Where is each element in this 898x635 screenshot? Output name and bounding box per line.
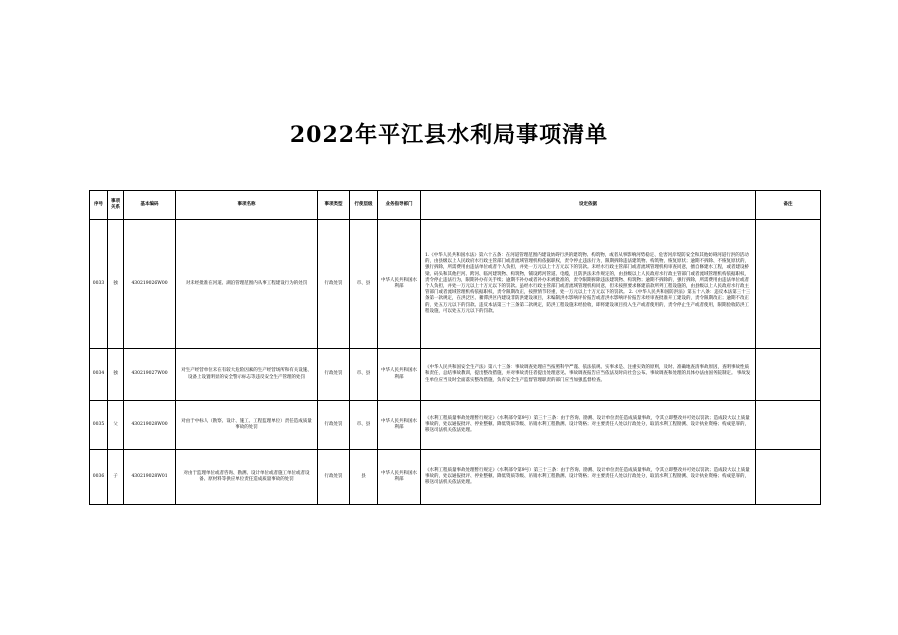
cell-dept: 中华人民共和国水利部 <box>378 220 421 349</box>
cell-relation: 父 <box>108 401 124 450</box>
cell-seq: 0036 <box>90 450 108 505</box>
cell-basis: 《水利工程质量事故处理暂行规定》（水利部令第9号）第三十三条：由于咨询、勘测、设计单位责任造成质量事故，令其立即整改并可处以罚款；造成较大以上质量事故的，处以通报批评、停业整顿、降低资质等级、吊销水利工程勘测、设计资格；对主要责任人处以行政处分，取消水利工程勘测、设计执业资格；构成犯罪的，移送司法机关依法处理。 <box>421 401 756 450</box>
cell-seq: 0035 <box>90 401 108 450</box>
cell-relation: 子 <box>108 450 124 505</box>
cell-note <box>756 401 821 450</box>
cell-code: 430219028W01 <box>124 450 176 505</box>
cell-type: 行政处罚 <box>318 349 350 401</box>
cell-name: 对生产经营单位未在有较大危险因素的生产经营场所和有关设施、设备上设置明显的安全警示标志等违反安全生产管理的处罚 <box>176 349 318 401</box>
header-level: 行使层级 <box>350 191 378 220</box>
cell-relation: 独 <box>108 220 124 349</box>
table-row <box>90 220 821 349</box>
cell-level: 市、县 <box>350 401 378 450</box>
cell-type: 行政处罚 <box>318 220 350 349</box>
cell-level: 市、县 <box>350 349 378 401</box>
cell-note <box>756 450 821 505</box>
cell-dept: 中华人民共和国水利部 <box>378 349 421 401</box>
header-name: 事项名称 <box>176 191 318 220</box>
cell-note <box>756 349 821 401</box>
header-note: 备注 <box>756 191 821 220</box>
header-dept: 业务指导部门 <box>378 191 421 220</box>
page-title: 2022年平江县水利局事项清单 <box>289 122 609 148</box>
cell-code: 430219027W00 <box>124 349 176 401</box>
cell-seq: 0033 <box>90 220 108 349</box>
table-row <box>90 401 821 450</box>
table-header-row <box>90 191 821 220</box>
cell-seq: 0034 <box>90 349 108 401</box>
header-relation: 事项关系 <box>108 191 124 220</box>
cell-dept: 中华人民共和国水利部 <box>378 450 421 505</box>
cell-name: 对未经批准在河道、湖泊管理范围内从事工程建设行为的处罚 <box>176 220 318 349</box>
cell-level: 县 <box>350 450 378 505</box>
table-row <box>90 450 821 505</box>
cell-type: 行政处罚 <box>318 450 350 505</box>
cell-basis: 《水利工程质量事故处理暂行规定》（水利部令第9号）第三十三条：由于咨询、勘测、设计单位责任造成质量事故，令其立即整改并可处以罚款；造成较大以上质量事故的，处以通报批评、停业整顿、降低资质等级、吊销水利工程勘测、设计资格；对主要责任人处以行政处分，取消水利工程勘测、设计执业资格；构成犯罪的，移送司法机关依法处理。 <box>421 450 756 505</box>
cell-name: 对由于监理单位或者咨询、勘测、设计单位或者施工单位或者设备、原材料等供应单位责任造成质量事故的处罚 <box>176 450 318 505</box>
item-list-table <box>89 190 821 505</box>
cell-type: 行政处罚 <box>318 401 350 450</box>
cell-basis: 《中华人民共和国安全生产法》第八十三条：事故调查处理应当按照科学严谨、依法依规、实事求是、注重实效的原则，及时、准确地查清事故原因，查明事故性质和责任，总结事故教训，提出整改措施，并对事故责任者提出处理意见。事故调查报告应当依法及时向社会公布。事故调查和处理的具体办法由国务院制定。 事故发生单位应当及时全面落实整改措施，负有安全生产监督管理职责的部门应当加强监督检查。 <box>421 349 756 401</box>
cell-name: 对由于中标人（勘察、设计、施工、工程监理单位）责任造成质量事故的处罚 <box>176 401 318 450</box>
cell-level: 市、县 <box>350 220 378 349</box>
header-code: 基本编码 <box>124 191 176 220</box>
cell-note <box>756 220 821 349</box>
header-type: 事项类型 <box>318 191 350 220</box>
cell-code: 430219028W00 <box>124 401 176 450</box>
header-basis: 设定依据 <box>421 191 756 220</box>
cell-dept: 中华人民共和国水利部 <box>378 401 421 450</box>
header-seq: 序号 <box>90 191 108 220</box>
cell-basis: 1.《中华人民共和国水法》第六十五条：在河道管理范围内建设妨碍行洪的建筑物、构筑物，或者从事影响河势稳定、危害河岸堤防安全和其他妨碍河道行洪的活动的，由县级以上人民政府水行政主管部门或者流域管理机构依据职权，责令停止违法行为，限期拆除违法建筑物、构筑物，恢复原状；逾期不拆除、不恢复原状的，强行拆除，所需费用由违法单位或者个人负担，并处一万元以上十万元以下的罚款。未经水行政主管部门或者流域管理机构审查同意，擅自修建水工程，或者建设桥梁、码头和其他拦河、跨河、临河建筑物、构筑物，铺设跨河管道、电缆，且防洪法未作规定的，由县级以上人民政府水行政主管部门或者流域管理机构依据职权，责令停止违法行为，限期补办有关手续；逾期不补办或者补办未被批准的，责令限期拆除违法建筑物、构筑物；逾期不拆除的，强行拆除，所需费用由违法单位或者个人负担，并处一万元以上十万元以下的罚款。虽经水行政主管部门或者流域管理机构同意，但未按照要求修建前款所列工程设施的，由县级以上人民政府水行政主管部门或者流域管理机构依据职权，责令限期改正，按照情节轻重，处一万元以上十万元以下的罚款。 2.《中华人民共和国防洪法》第五十八条：违反本法第三十三条第一款规定，在洪泛区、蓄滞洪区内建设非防洪建设项目，未编制洪水影响评价报告或者洪水影响评价报告未经审查批准开工建设的，责令限期改正；逾期不改正的，处五万元以下的罚款。违反本法第三十三条第二款规定，防洪工程设施未经验收，即将建设项目投入生产或者使用的，责令停止生产或者使用，限期验收防洪工程设施，可以处五万元以下的罚款。 <box>421 220 756 349</box>
cell-relation: 独 <box>108 349 124 401</box>
cell-code: 430219026W00 <box>124 220 176 349</box>
table-row <box>90 349 821 401</box>
